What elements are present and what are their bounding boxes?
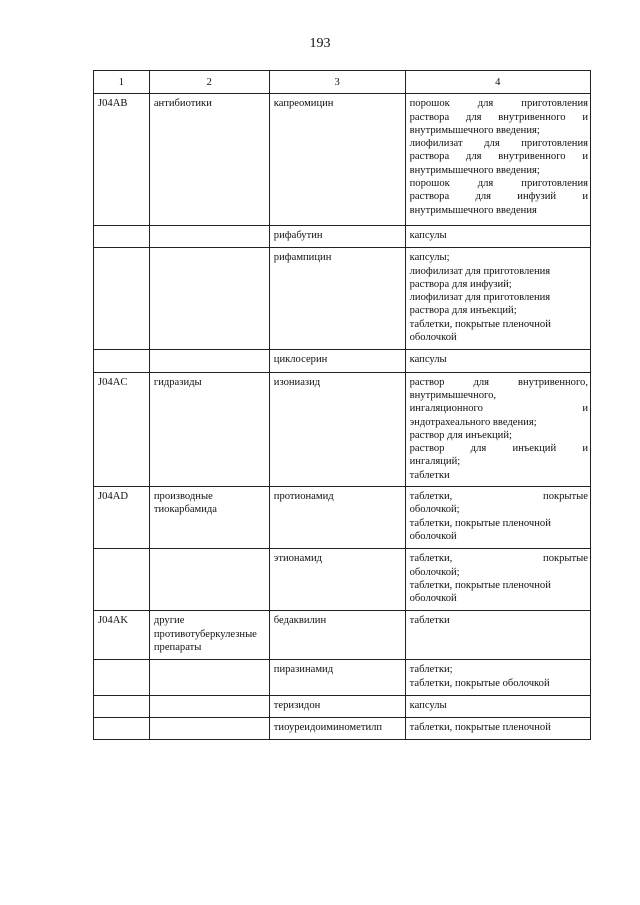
group-name-cell (149, 718, 269, 740)
atc-code-cell (94, 718, 150, 740)
table-row (94, 487, 591, 549)
dosage-form-line: таблетки, покрытые пленочной (409, 579, 551, 591)
table-row (94, 94, 591, 226)
table-row (94, 248, 591, 350)
dosage-form-line: порошок для приготовления (409, 178, 588, 190)
dosage-form-line: таблетки, покрытые пленочной (409, 517, 551, 529)
dosage-form-line: таблетки (409, 615, 450, 627)
drug-name-cell: теризидон (269, 695, 405, 717)
table-header-row (94, 71, 591, 94)
dosage-form-line: таблетки; (409, 664, 453, 676)
atc-code-cell (94, 248, 150, 350)
dosage-form-line: порошок для приготовления (409, 98, 588, 110)
dosage-form-line: раствора для инъекций; (409, 305, 517, 317)
dosage-form-cell (405, 94, 590, 226)
dosage-form-line: таблетки (409, 469, 450, 481)
group-name-cell (149, 350, 269, 372)
atc-code-cell: J04AD (94, 487, 150, 549)
table-row (94, 718, 591, 740)
dosage-form-cell (405, 549, 590, 611)
drug-name-cell: циклосерин (269, 350, 405, 372)
dosage-form-cell (405, 718, 590, 740)
dosage-form-cell (405, 487, 590, 549)
dosage-form-line: раствора для инфузий; (409, 278, 512, 290)
table-row (94, 611, 591, 660)
header-col-2: 2 (149, 71, 269, 94)
dosage-form-line: раствор для инъекций; (409, 429, 512, 441)
group-name-cell: гидразиды (149, 372, 269, 486)
group-name-cell: другие противотуберкулезные препараты (149, 611, 269, 660)
dosage-form-cell (405, 660, 590, 696)
dosage-form-line: капсулы (409, 699, 447, 711)
dosage-form-line: оболочкой (409, 530, 457, 542)
dosage-form-cell (405, 611, 590, 660)
header-col-3: 3 (269, 71, 405, 94)
dosage-form-line: капсулы; (409, 252, 450, 264)
atc-code-cell: J04AC (94, 372, 150, 486)
dosage-form-line: внутримышечного введения; (409, 164, 540, 176)
dosage-form-line: лиофилизат для приготовления (409, 292, 551, 304)
dosage-form-line: таблетки, покрытые пленочной (409, 318, 551, 330)
atc-code-cell (94, 695, 150, 717)
dosage-form-line: оболочкой; (409, 504, 460, 516)
group-name-cell (149, 695, 269, 717)
dosage-form-line: капсулы (409, 229, 447, 241)
dosage-form-line: ингаляционного и (409, 403, 588, 415)
dosage-form-cell (405, 350, 590, 372)
dosage-form-line: раствора для инфузий и (409, 191, 588, 203)
group-name-cell: производные тиокарбамида (149, 487, 269, 549)
dosage-form-line: таблетки, покрытые оболочкой (409, 677, 550, 689)
drug-name-cell: этионамид (269, 549, 405, 611)
dosage-form-cell (405, 372, 590, 486)
dosage-form-line: таблетки, покрытые (409, 553, 588, 565)
dosage-form-line: таблетки, покрытые (409, 491, 588, 503)
dosage-form-line: таблетки, покрытые пленочной (409, 722, 551, 734)
dosage-form-line: оболочкой (409, 593, 457, 605)
atc-code-cell (94, 225, 150, 247)
table-row (94, 225, 591, 247)
dosage-form-line: внутримышечного введения (409, 204, 537, 216)
dosage-form-line: ингаляций; (409, 456, 461, 468)
dosage-form-line: раствор для внутривенного, (409, 376, 588, 388)
medication-table (93, 70, 591, 740)
table-body (94, 94, 591, 740)
group-name-cell (149, 225, 269, 247)
header-col-4: 4 (405, 71, 590, 94)
dosage-form-line: оболочкой; (409, 566, 460, 578)
group-name-cell: антибиотики (149, 94, 269, 226)
dosage-form-line: раствора для внутривенного и (409, 111, 588, 123)
drug-name-cell: протионамид (269, 487, 405, 549)
table-row (94, 372, 591, 486)
table-row (94, 660, 591, 696)
dosage-form-line: лиофилизат для приготовления (409, 138, 588, 150)
drug-name-cell: тиоуреидоиминометилп (269, 718, 405, 740)
page-number: 193 (309, 36, 331, 51)
drug-name-cell: изониазид (269, 372, 405, 486)
header-col-1: 1 (94, 71, 150, 94)
atc-code-cell (94, 660, 150, 696)
dosage-form-line: внутримышечного введения; (409, 124, 540, 136)
dosage-form-line: раствор для инъекций и (409, 443, 588, 455)
atc-code-cell: J04AB (94, 94, 150, 226)
table-row (94, 549, 591, 611)
drug-name-cell: пиразинамид (269, 660, 405, 696)
dosage-form-line: внутримышечного, (409, 389, 497, 401)
table-row (94, 350, 591, 372)
dosage-form-line: капсулы (409, 354, 447, 366)
dosage-form-line: эндотрахеального введения; (409, 416, 537, 428)
atc-code-cell (94, 350, 150, 372)
group-name-cell (149, 660, 269, 696)
dosage-form-cell (405, 695, 590, 717)
drug-name-cell: рифабутин (269, 225, 405, 247)
dosage-form-line: раствора для внутривенного и (409, 151, 588, 163)
table-row (94, 695, 591, 717)
drug-name-cell: рифампицин (269, 248, 405, 350)
dosage-form-line: оболочкой (409, 332, 457, 344)
drug-name-cell: бедаквилин (269, 611, 405, 660)
dosage-form-cell (405, 225, 590, 247)
dosage-form-line: лиофилизат для приготовления (409, 265, 551, 277)
atc-code-cell: J04AK (94, 611, 150, 660)
atc-code-cell (94, 549, 150, 611)
dosage-form-cell (405, 248, 590, 350)
group-name-cell (149, 248, 269, 350)
group-name-cell (149, 549, 269, 611)
drug-name-cell: капреомицин (269, 94, 405, 226)
